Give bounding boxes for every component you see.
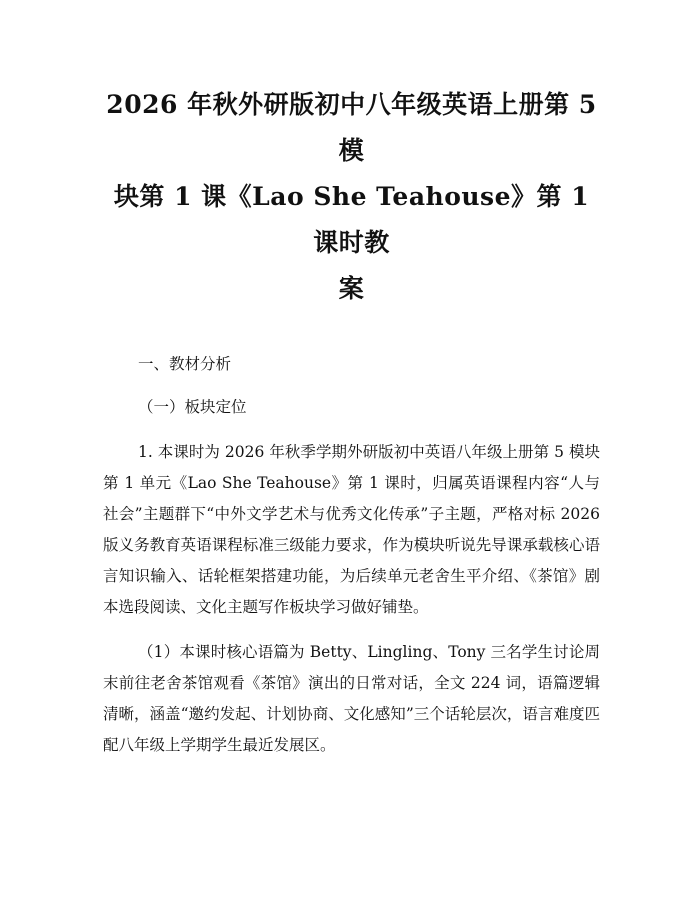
title-line-2: 块第 1 课《Lao She Teahouse》第 1 课时教	[113, 182, 590, 257]
paragraph-positioning: 1. 本课时为 2026 年秋季学期外研版初中英语八年级上册第 5 模块第 1 单元《Lao She Teahouse》第 1 课时，归属英语课程内容“人与社会”主题群下“中外文学艺术与优秀文化传承”子主题，严格对标 2026 版义务教育英语课程标准三级能力要求，作为模块听说先导课承载核心语言知识输入、话轮框架搭建功能，为后续单元老舍生平介绍、《茶馆》剧本选段阅读、文化主题写作板块学习做好铺垫。	[103, 443, 600, 616]
title-line-3: 案	[338, 274, 365, 303]
section-heading: 一、教材分析	[138, 355, 232, 373]
paragraph-core-text: （1）本课时核心语篇为 Betty、Lingling、Tony 三名学生讨论周末前往老舍茶馆观看《茶馆》演出的日常对话，全文 224 词，语篇逻辑清晰，涵盖“邀约发起、计划协商、文化感知”三个话轮层次，语言难度匹配八年级上学期学生最近发展区。	[103, 643, 600, 754]
document-title	[103, 82, 600, 312]
subsection-heading: （一）板块定位	[138, 398, 247, 416]
title-line-1: 2026 年秋外研版初中八年级英语上册第 5 模	[106, 90, 597, 165]
